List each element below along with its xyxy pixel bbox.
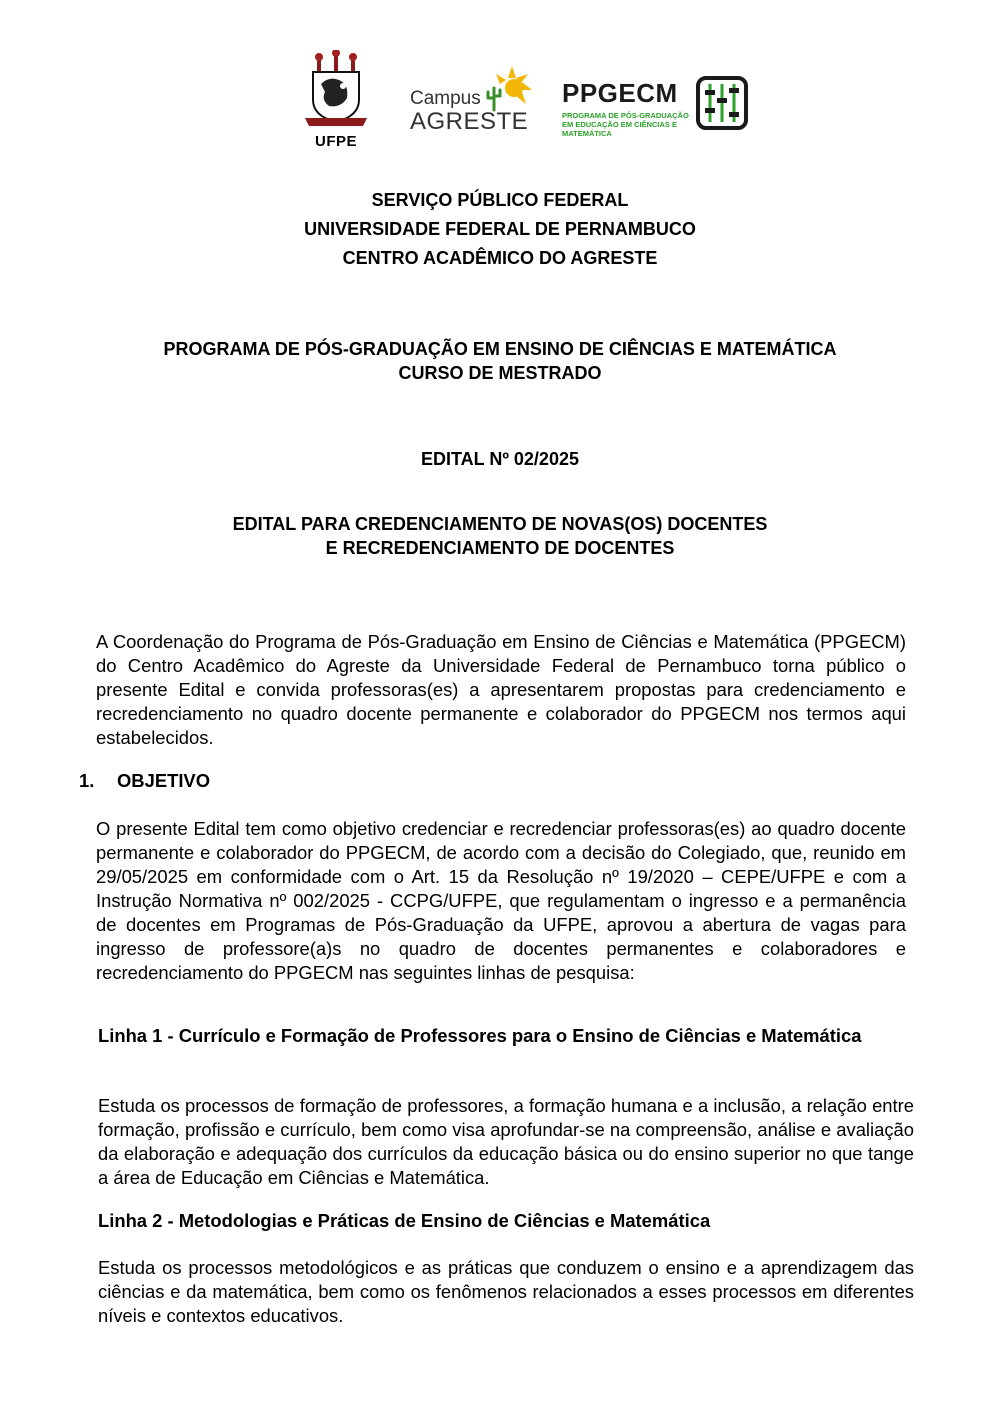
linha-1-paragraph: Estuda os processos de formação de professores, a formação humana e a inclusão, a relação entre formação, profissão e currículo, bem como visa aprofundar-se na compreensão, análise e avaliação da elaboração e adequação dos currículos da educação básica ou do ensino superior no que tange a área de Educação em Ciências e Matemática. [98,1095,914,1188]
linha-2-title: Linha 2 - Metodologias e Práticas de Ensino de Ciências e Matemática [98,1210,711,1231]
ufpe-crest-icon [303,50,369,130]
campus-agreste-logo [408,68,538,138]
edital-title-line-1: EDITAL PARA CREDENCIAMENTO DE NOVAS(OS) DOCENTES [232,514,768,534]
institution-header [0,186,1000,273]
program-header [0,337,1000,385]
ppgecm-logo [560,76,760,136]
program-line-1: PROGRAMA DE PÓS-GRADUAÇÃO EM ENSINO DE CIÊNCIAS E MATEMÁTICA [163,339,837,359]
campus-word: Campus [410,88,481,109]
edital-title-line-2: E RECREDENCIAMENTO DE DOCENTES [325,538,675,558]
header-line-1: SERVIÇO PÚBLICO FEDERAL [371,190,629,210]
edital-title [0,512,1000,560]
sun-cactus-icon [474,64,534,112]
header-line-3: CENTRO ACADÊMICO DO AGRESTE [342,248,658,268]
intro-paragraph: A Coordenação do Programa de Pós-Graduação em Ensino de Ciências e Matemática (PPGECM) do Centro Acadêmico do Agreste da Universidade Federal de Pernambuco torna público o presente Edital e convida professoras(es) a apresentarem propostas para credenciamento e recredenciamento no quadro docente permanente e colaborador do PPGECM nos termos aqui estabelecidos. [96,631,906,748]
program-line-2: CURSO DE MESTRADO [398,363,602,383]
linha-1-title: Linha 1 - Currículo e Formação de Professores para o Ensino de Ciências e Matemática [98,1025,862,1046]
section-1-heading [79,770,210,792]
ppgecm-title: PPGECM [562,78,678,108]
ufpe-logo [303,50,369,150]
agreste-word: AGRESTE [410,108,529,135]
section-1-title: OBJETIVO [117,770,210,791]
logo-bar [0,50,1000,160]
edital-number: EDITAL Nº 02/2025 [421,449,579,469]
objective-paragraph: O presente Edital tem como objetivo credenciar e recredenciar professoras(es) ao quadro docente permanente e colaborador do PPGECM, de acordo com a decisão do Colegiado, que, reunido em 29/05/2025 em conformidade com o Art. 15 da Resolução nº 19/2020 – CEPE/UFPE e com a Instrução Normativa nº 002/2025 - CCPG/UFPE, que regulamentam o ingresso e a permanência de docentes em Programas de Pós-Graduação da UFPE, aprovou a abertura de vagas para ingresso de professore(a)s no quadro de docentes permanentes e colaboradores e recredenciamento do PPGECM nas seguintes linhas de pesquisa: [96,818,906,983]
ufpe-label: UFPE [314,133,357,150]
linha-2-paragraph: Estuda os processos metodológicos e as práticas que conduzem o ensino e a aprendizagem das ciências e da matemática, bem como os fenômenos relacionados a esses processos em diferentes níveis e contextos educativos. [98,1257,914,1326]
ppgecm-subtitle: PROGRAMA DE PÓS-GRADUAÇÃO EM EDUCAÇÃO EM CIÊNCIAS E MATEMÁTICA [562,111,689,138]
abacus-icon [696,76,748,130]
header-line-2: UNIVERSIDADE FEDERAL DE PERNAMBUCO [304,219,696,239]
section-1-number: 1. [79,770,95,791]
